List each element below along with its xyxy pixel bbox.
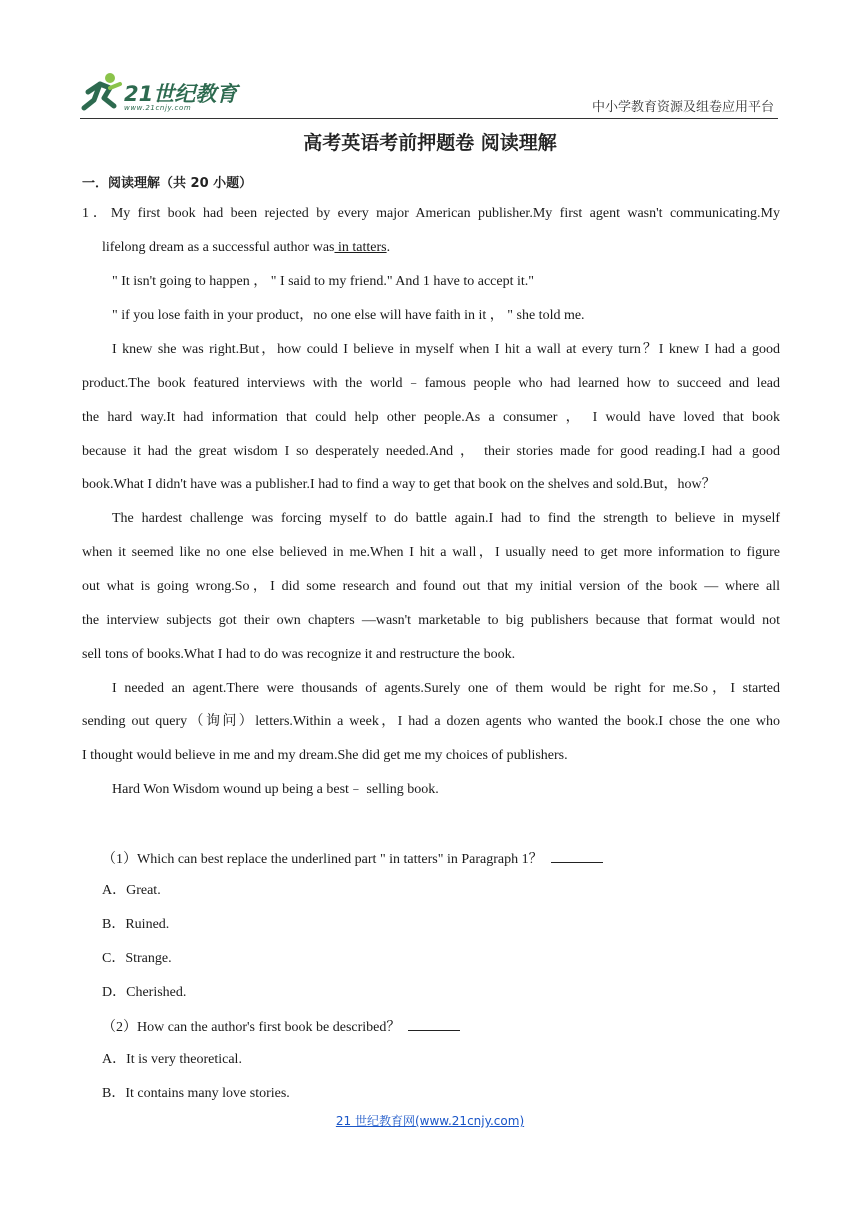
question-1-option-c: C．Strange.: [102, 951, 172, 966]
passage-line: The hardest challenge was forcing myself to do battle again.I had to find the strength to believe in myself: [112, 511, 780, 526]
question-1-option-a: A．Great.: [102, 883, 161, 898]
passage-line: I knew she was right.But，how could I believe in myself when I hit a wall at every turn？I knew I had a good: [112, 342, 780, 357]
logo-url: www.21cnjy.com: [124, 104, 192, 112]
answer-blank: [551, 849, 603, 863]
passage-line: [102, 239, 390, 257]
passage-line: book.What I didn't have was a publisher.I had to find a way to get that book on the shelves and sold.But，how？: [82, 477, 716, 492]
passage-line: Hard Won Wisdom wound up being a best﹣ selling book.: [112, 782, 439, 797]
question-text: （1）Which can best replace the underlined part " in tatters" in Paragraph 1？: [102, 852, 543, 867]
runner-icon: [80, 70, 124, 114]
page-header: [80, 66, 778, 119]
footer-link[interactable]: 21 世纪教育网(www.21cnjy.com): [335, 1114, 525, 1128]
passage-line: product.The book featured interviews with the world﹣famous people who had learned how to succeed and lead: [82, 376, 780, 391]
passage-text: .: [386, 240, 391, 255]
header-tagline: 中小学教育资源及组卷应用平台: [591, 100, 774, 115]
question-text: （2）How can the author's first book be described？: [102, 1020, 401, 1035]
question-2-option-a: A．It is very theoretical.: [102, 1052, 242, 1067]
passage-line: the hard way.It had information that could help other people.As a consumer ， I would have loved that book: [82, 410, 780, 425]
passage-text: lifelong dream as a successful author was: [102, 240, 335, 255]
underlined-phrase: in tatters: [334, 240, 387, 255]
question-2-stem: [102, 1017, 460, 1037]
passage-line: I needed an agent.There were thousands of agents.Surely one of them would be right for me.So，I started: [112, 681, 780, 696]
passage-line: sell tons of books.What I had to do was recognize it and restructure the book.: [82, 647, 516, 662]
question-1-option-d: D．Cherished.: [102, 985, 187, 1000]
passage-line: sending out query（询问）letters.Within a week，I had a dozen agents who wanted the book.I chose the one who: [82, 714, 780, 729]
question-1-option-b: B．Ruined.: [102, 917, 170, 932]
passage-line: I thought would believe in me and my dream.She did get me my choices of publishers.: [82, 748, 568, 763]
passage-line: " if you lose faith in your product，no one else will have faith in it ， " she told me.: [112, 308, 585, 323]
answer-blank: [408, 1017, 460, 1031]
logo-text: 21世纪教育: [124, 82, 238, 106]
passage-line: the interview subjects got their own chapters —wasn't marketable to big publishers because that format would not: [82, 613, 780, 628]
section-heading: 一．阅读理解（共 20 小题）: [82, 176, 253, 191]
logo: [80, 66, 250, 116]
question-1-stem: [102, 849, 603, 869]
passage-line: " It isn't going to happen ， " I said to my friend." And 1 have to accept it.": [112, 274, 534, 289]
passage-line: because it had the great wisdom I so desperately needed.And ， their stories made for good reading.I had a good: [82, 444, 780, 459]
passage-line: out what is going wrong.So，I did some research and found out that my initial version of the book — where all: [82, 579, 780, 594]
question-2-option-b: B．It contains many love stories.: [102, 1086, 290, 1101]
passage-line: 1．My first book had been rejected by every major American publisher.My first agent wasn't communicating.My: [82, 206, 780, 221]
passage-line: when it seemed like no one else believed in me.When I hit a wall，I usually need to get more information to figure: [82, 545, 780, 560]
page-title: 高考英语考前押题卷 阅读理解: [303, 132, 557, 154]
